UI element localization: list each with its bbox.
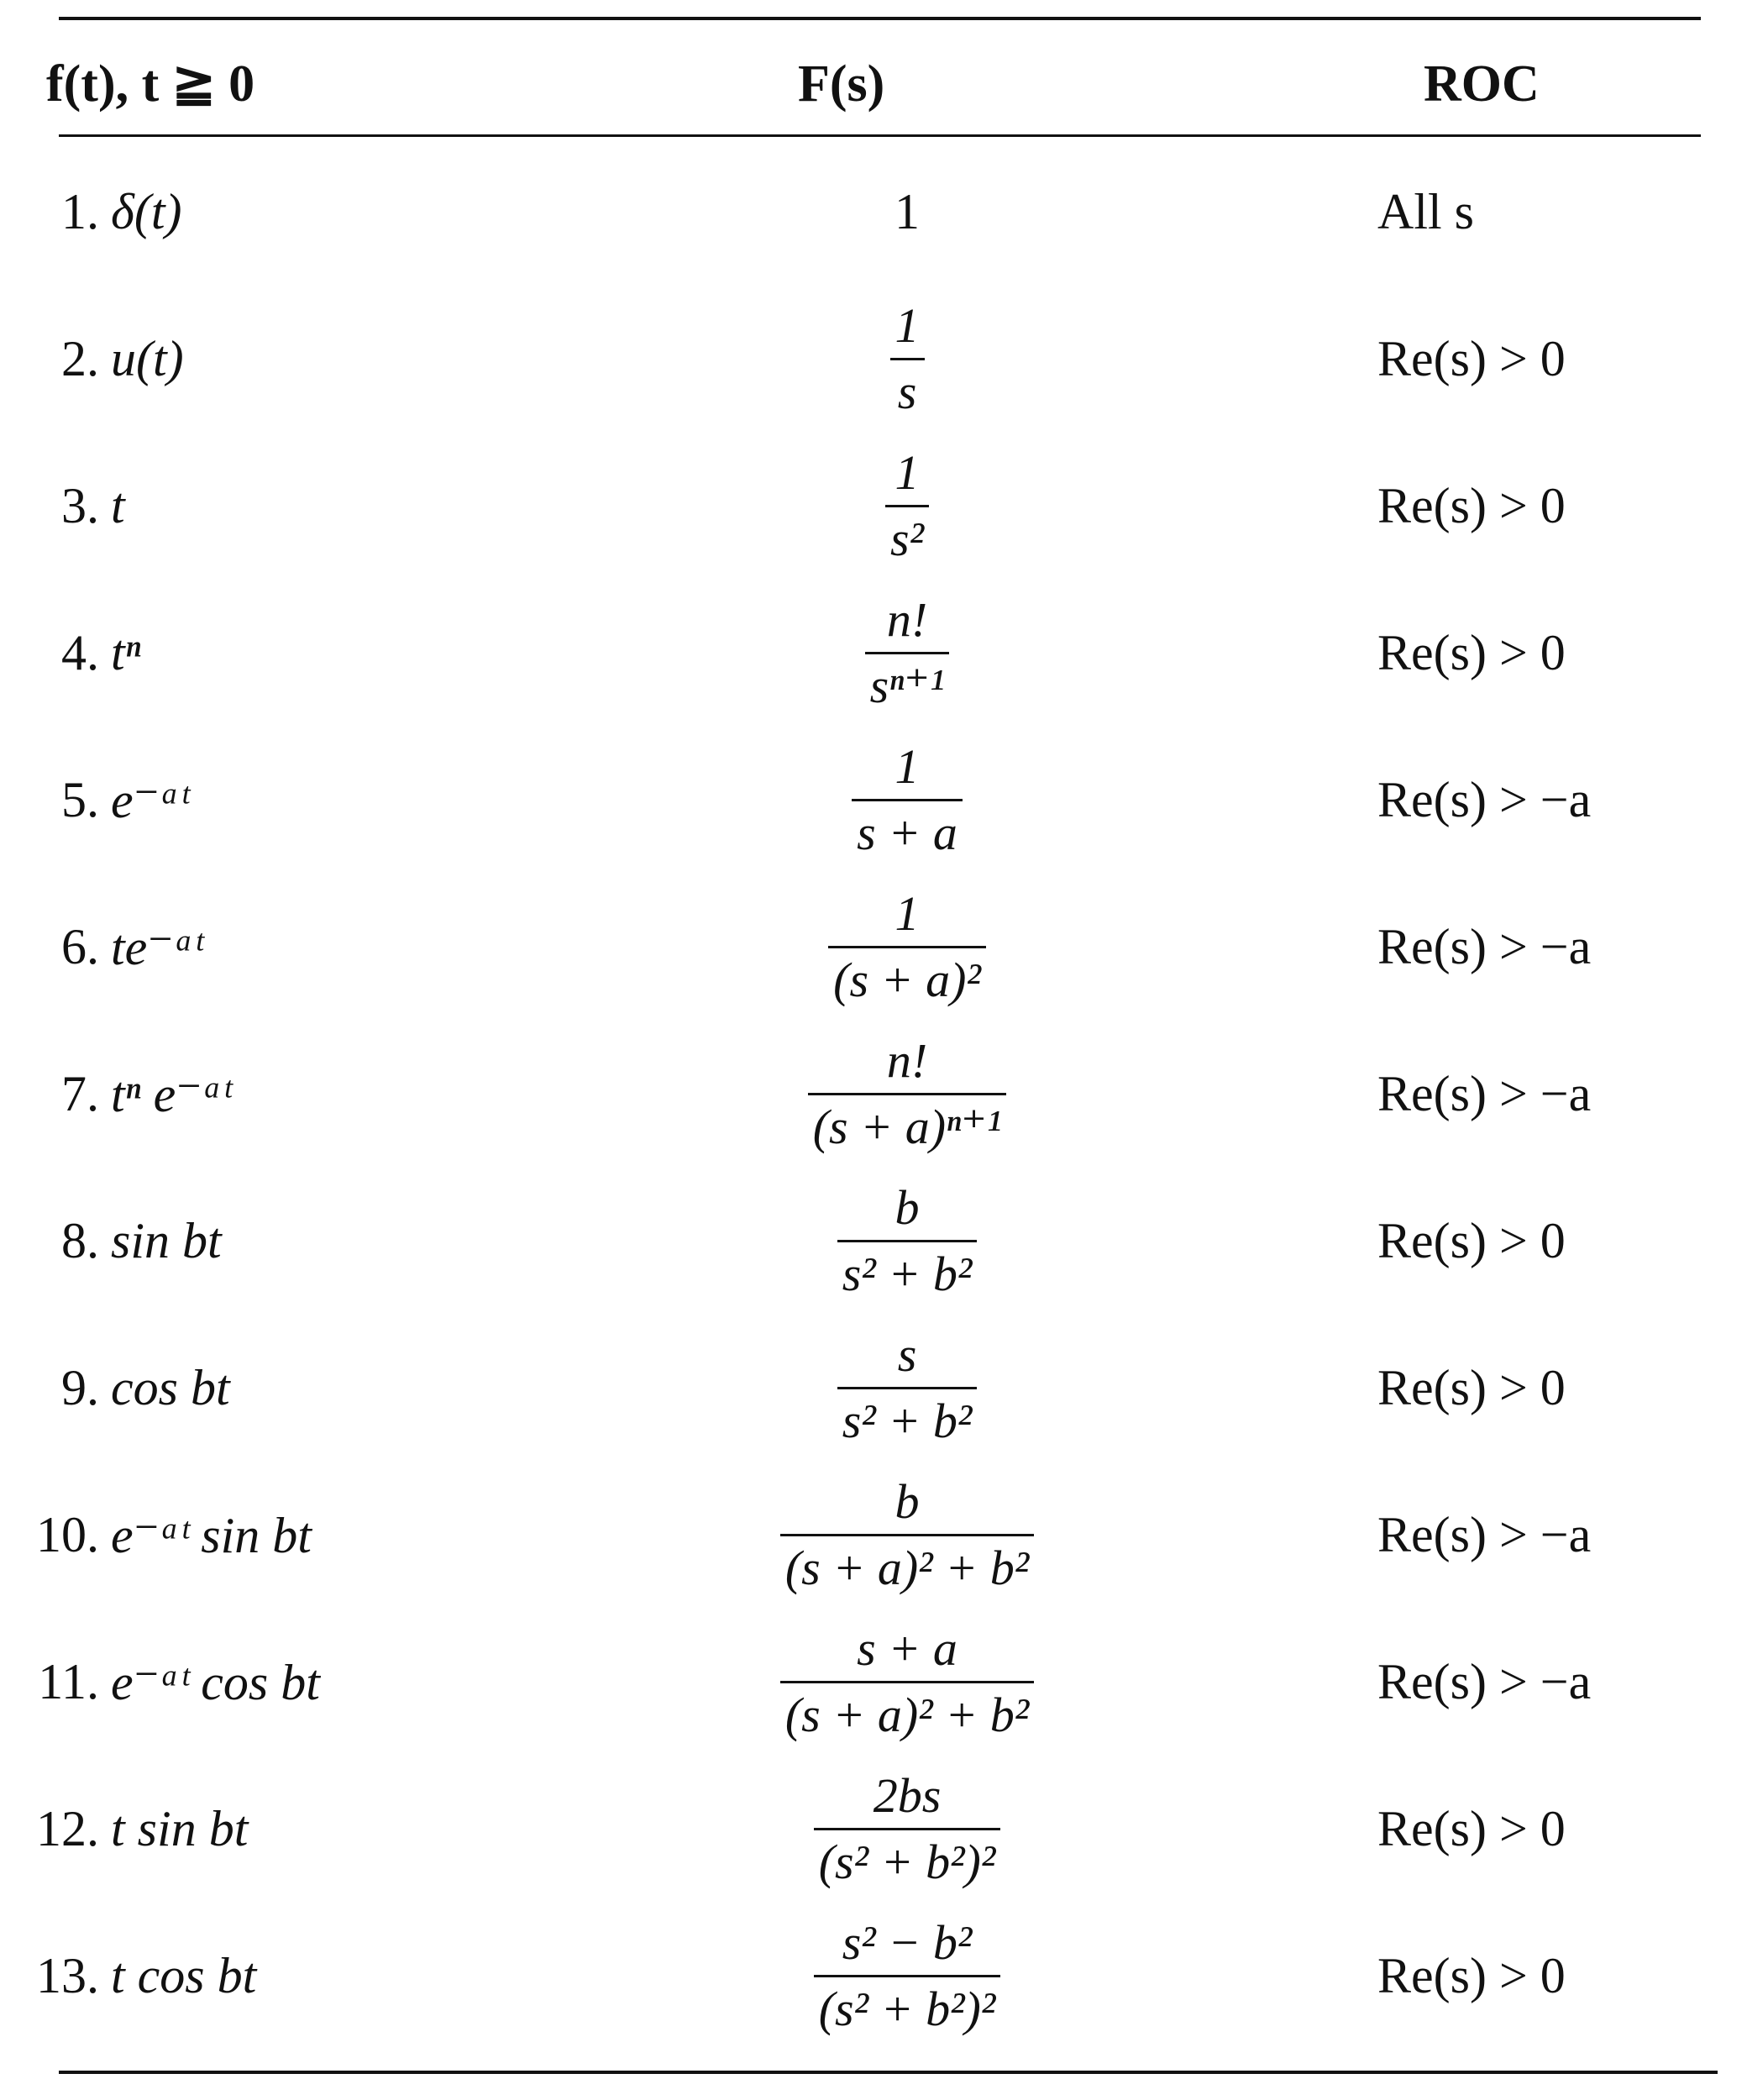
region-of-convergence: Re(s) > 0 (1377, 478, 1566, 533)
denominator: (s² + b²)² (818, 1982, 996, 2036)
time-expression: t sin bt (111, 1801, 249, 1856)
header-roc: ROC (1424, 55, 1540, 113)
transform-value: 1 (894, 184, 920, 239)
time-expression: te⁻ᵃᵗ (111, 919, 202, 975)
numerator: n! (886, 1032, 928, 1088)
time-expression: e⁻ᵃᵗ (111, 772, 189, 828)
table-row (0, 727, 1747, 874)
region-of-convergence: Re(s) > −a (1377, 772, 1592, 827)
row-number: 13. (36, 1948, 99, 2003)
numerator: 2bs (873, 1767, 942, 1823)
region-of-convergence: All s (1377, 184, 1475, 239)
numerator: b (894, 1473, 920, 1529)
region-of-convergence: Re(s) > 0 (1377, 1948, 1566, 2003)
laplace-transform (672, 1021, 1142, 1168)
region-of-convergence: Re(s) > 0 (1377, 1801, 1566, 1856)
time-function (0, 1168, 470, 1315)
row-number: 6. (61, 919, 99, 974)
time-function (0, 1462, 470, 1609)
top-rule (59, 17, 1701, 20)
header-F: F(s) (798, 55, 885, 113)
numerator: s² − b² (842, 1914, 973, 1970)
fraction (837, 1325, 978, 1452)
time-function (0, 286, 470, 433)
numerator: 1 (894, 297, 920, 353)
fraction (814, 1766, 1001, 1893)
numerator: b (894, 1179, 920, 1235)
laplace-transform (672, 139, 1142, 286)
laplace-transform (672, 580, 1142, 727)
region-of-convergence: Re(s) > −a (1377, 919, 1592, 974)
fraction (885, 443, 929, 570)
time-expression: u(t) (111, 331, 184, 386)
denominator: (s + a)² + b² (784, 1688, 1030, 1742)
denominator: sⁿ⁺¹ (869, 659, 945, 713)
numerator: 1 (894, 738, 920, 794)
fraction-bar (865, 652, 950, 654)
fraction-bar (814, 1828, 1001, 1830)
laplace-transform (672, 286, 1142, 433)
region-of-convergence: Re(s) > −a (1377, 1507, 1592, 1562)
region-of-convergence: Re(s) > 0 (1377, 331, 1566, 386)
time-function (0, 1609, 470, 1756)
row-number: 8. (61, 1213, 99, 1268)
row-number: 12. (36, 1801, 99, 1856)
row-number: 5. (61, 772, 99, 827)
table-row (0, 286, 1747, 433)
laplace-transform (672, 1168, 1142, 1315)
region-of-convergence: Re(s) > −a (1377, 1066, 1592, 1121)
row-number: 9. (61, 1360, 99, 1415)
fraction (852, 737, 963, 864)
denominator: s + a (857, 806, 957, 860)
numerator: 1 (894, 885, 920, 941)
time-expression: e⁻ᵃᵗ cos bt (111, 1654, 320, 1710)
fraction (828, 884, 986, 1011)
header-f: f(t), t ≧ 0 (46, 55, 255, 113)
fraction-bar (890, 358, 925, 360)
fraction-bar (780, 1534, 1034, 1536)
time-expression: tⁿ (111, 625, 141, 680)
row-number: 10. (36, 1507, 99, 1562)
time-expression: e⁻ᵃᵗ sin bt (111, 1507, 312, 1563)
numerator: n! (886, 591, 928, 647)
time-expression: t cos bt (111, 1948, 257, 2003)
laplace-transform (672, 1609, 1142, 1756)
time-function (0, 433, 470, 580)
table-row (0, 1315, 1747, 1462)
laplace-transform (672, 433, 1142, 580)
time-expression: t (111, 478, 125, 533)
denominator: (s + a)ⁿ⁺¹ (812, 1100, 1002, 1154)
denominator: s² (890, 512, 924, 566)
fraction-bar (852, 799, 963, 801)
region-of-convergence: Re(s) > −a (1377, 1654, 1592, 1709)
table-row (0, 580, 1747, 727)
table-row (0, 1903, 1747, 2050)
time-expression: δ(t) (111, 184, 182, 239)
row-number: 11. (38, 1654, 99, 1709)
laplace-transform (672, 1903, 1142, 2050)
region-of-convergence: Re(s) > 0 (1377, 1360, 1566, 1415)
fraction-bar (780, 1681, 1034, 1683)
fraction-bar (808, 1093, 1007, 1095)
denominator: (s + a)² (833, 953, 981, 1007)
fraction-bar (814, 1975, 1001, 1977)
time-function (0, 727, 470, 874)
laplace-transform (672, 1756, 1142, 1903)
time-function (0, 874, 470, 1021)
table-row (0, 433, 1747, 580)
numerator: s + a (857, 1620, 957, 1676)
fraction (814, 1913, 1001, 2040)
table-row (0, 1021, 1747, 1168)
laplace-transform (672, 727, 1142, 874)
time-function (0, 1315, 470, 1462)
region-of-convergence: Re(s) > 0 (1377, 625, 1566, 680)
denominator: (s² + b²)² (818, 1835, 996, 1889)
fraction-bar (828, 946, 986, 948)
fraction (890, 296, 925, 423)
table-row (0, 874, 1747, 1021)
numerator: s (897, 1326, 917, 1382)
laplace-transform (672, 874, 1142, 1021)
numerator: 1 (894, 444, 920, 500)
laplace-transform (672, 1462, 1142, 1609)
time-expression: sin bt (111, 1213, 222, 1268)
fraction (808, 1031, 1007, 1158)
row-number: 7. (61, 1066, 99, 1121)
table-row (0, 1462, 1747, 1609)
time-function (0, 580, 470, 727)
fraction (865, 590, 950, 717)
denominator: s (897, 365, 917, 419)
time-expression: cos bt (111, 1360, 230, 1415)
region-of-convergence: Re(s) > 0 (1377, 1213, 1566, 1268)
table-row (0, 139, 1747, 286)
denominator: (s + a)² + b² (784, 1541, 1030, 1595)
denominator: s² + b² (842, 1394, 973, 1448)
time-function (0, 139, 470, 286)
header-rule (59, 134, 1701, 137)
row-number: 3. (61, 478, 99, 533)
denominator: s² + b² (842, 1247, 973, 1301)
table-row (0, 1756, 1747, 1903)
table-row (0, 1609, 1747, 1756)
time-expression: tⁿ e⁻ᵃᵗ (111, 1066, 231, 1122)
time-function (0, 1021, 470, 1168)
row-number: 2. (61, 331, 99, 386)
bottom-rule (59, 2071, 1718, 2074)
fraction-bar (837, 1240, 978, 1242)
time-function (0, 1756, 470, 1903)
laplace-transform (672, 1315, 1142, 1462)
time-function (0, 1903, 470, 2050)
fraction-bar (885, 505, 929, 507)
fraction (780, 1472, 1034, 1599)
fraction (780, 1619, 1034, 1746)
fraction-bar (837, 1387, 978, 1389)
table-row (0, 1168, 1747, 1315)
row-number: 1. (61, 184, 99, 239)
row-number: 4. (61, 625, 99, 680)
fraction (837, 1178, 978, 1305)
